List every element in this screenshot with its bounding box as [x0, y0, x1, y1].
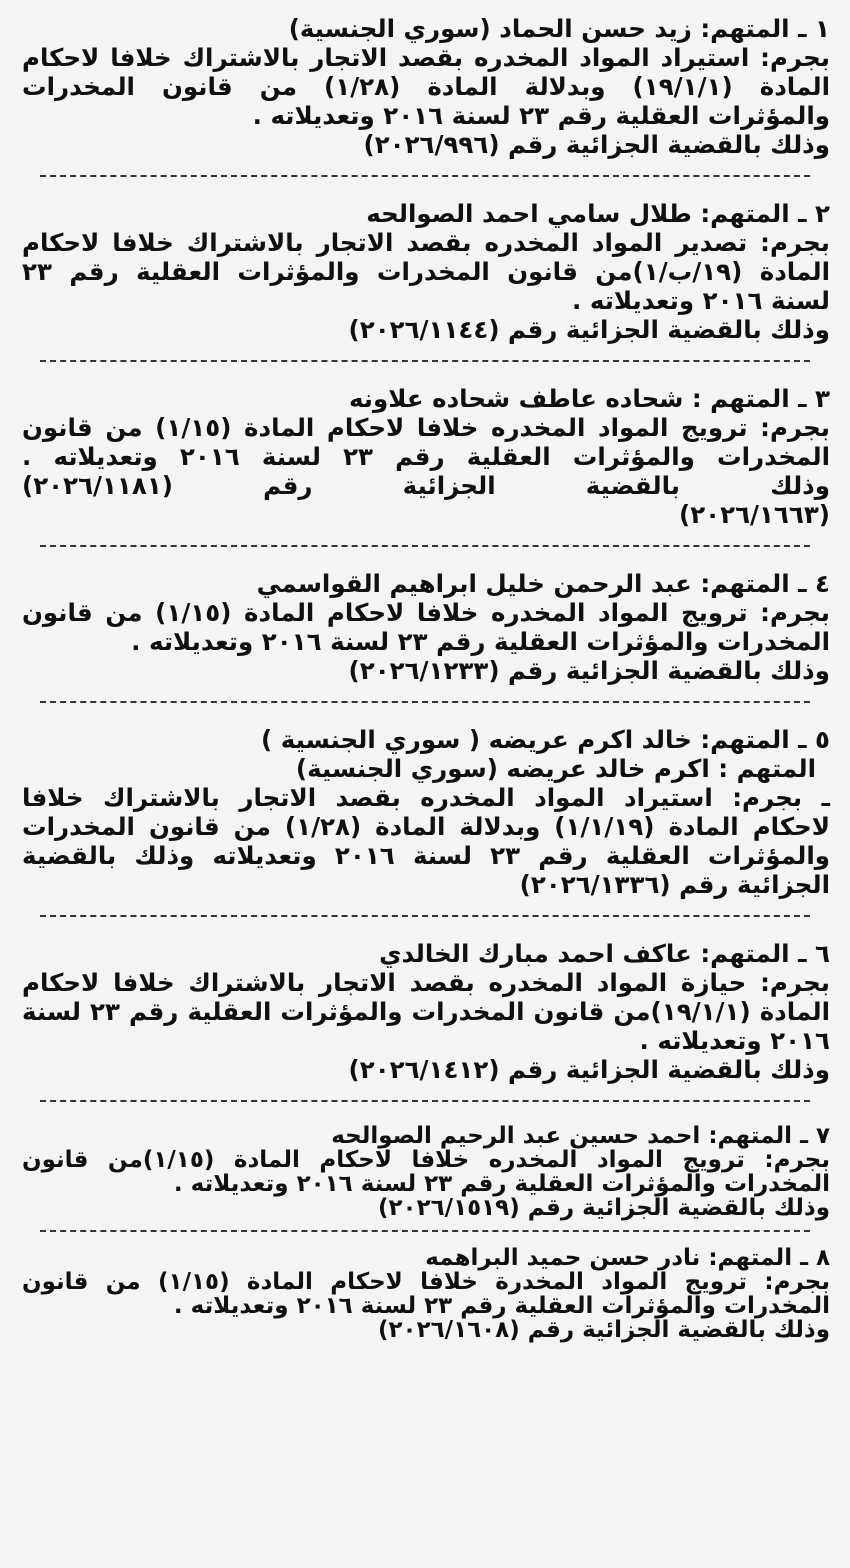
defendant-entry-2: [22, 199, 830, 344]
case-number: وذلك بالقضية الجزائية رقم (٢٠٢٦/١٦٠٨): [378, 1317, 830, 1343]
dashed-divider: [40, 1230, 810, 1232]
case-number: (٢٠٢٦/١٦٦٣): [679, 500, 830, 529]
charge-text: بجرم: حيازة المواد المخدره بقصد الاتجار بالاشتراك خلافا لاحكام: [22, 968, 830, 997]
charge-text: بجرم: ترويج المواد المخدره خلافا لاحكام المادة (١/١٥)من قانون: [22, 1147, 830, 1173]
case-number: وذلك بالقضية الجزائية رقم (٢٠٢٦/١٢٣٣): [348, 656, 830, 685]
defendant-name: ٨ ـ المتهم: نادر حسن حميد البراهمه: [425, 1245, 830, 1271]
charge-text: المادة (١٩/ب/١)من قانون المخدرات والمؤثرات العقلية رقم ٢٣: [22, 257, 830, 286]
defendant-name: ٧ ـ المتهم: احمد حسين عبد الرحيم الصوالحه: [331, 1123, 830, 1149]
defendant-name: ٥ ـ المتهم: خالد اكرم عريضه ( سوري الجنسية ): [261, 725, 830, 754]
announcement-document: [22, 14, 830, 1342]
charge-text: لاحكام المادة (١/١/١٩) وبدلالة المادة (١/٢٨) من قانون المخدرات: [22, 812, 831, 841]
dashed-divider: [40, 915, 810, 917]
charge-text: بجرم: ترويج المواد المخدره خلافا لاحكام المادة (١/١٥) من قانون: [22, 413, 830, 442]
charge-text: المخدرات والمؤثرات العقلية رقم ٢٣ لسنة ٢٠١٦ وتعديلاته .: [173, 1293, 830, 1319]
defendant-name: ٦ ـ المتهم: عاكف احمد مبارك الخالدي: [379, 939, 830, 968]
defendant-entry-1: [22, 14, 830, 159]
charge-text: بجرم: ترويج المواد المخدرة خلافا لاحكام المادة (١/١٥) من قانون: [22, 1269, 830, 1295]
defendant-name: ٤ ـ المتهم: عبد الرحمن خليل ابراهيم القواسمي: [256, 569, 830, 598]
charge-text: المخدرات والمؤثرات العقلية رقم ٢٣ لسنة ٢٠١٦ وتعديلاته .: [173, 1171, 830, 1197]
case-number: وذلك بالقضية الجزائية رقم (٢٠٢٦/١١٨١): [22, 471, 830, 500]
defendant-entry-8: [22, 1246, 830, 1342]
dashed-divider: [40, 1100, 810, 1102]
defendant-entry-6: [22, 939, 830, 1084]
case-number: وذلك بالقضية الجزائية رقم (٢٠٢٦/٩٩٦): [363, 130, 830, 159]
defendant-entry-7: [22, 1124, 830, 1220]
case-number: الجزائية رقم (٢٠٢٦/١٣٣٦): [519, 870, 830, 899]
dashed-divider: [40, 701, 810, 703]
charge-text: المادة (١٩/١/١) وبدلالة المادة (١/٢٨) من قانون المخدرات: [22, 72, 830, 101]
defendant-entry-5: [22, 725, 830, 899]
charge-text: لسنة ٢٠١٦ وتعديلاته .: [572, 286, 830, 315]
charge-text: والمؤثرات العقلية رقم ٢٣ لسنة ٢٠١٦ وتعديلاته وذلك بالقضية: [22, 841, 831, 870]
charge-text: بجرم: استيراد المواد المخدره بقصد الاتجار بالاشتراك خلافا لاحكام: [22, 43, 830, 72]
dashed-divider: [40, 545, 810, 547]
charge-text: والمؤثرات العقلية رقم ٢٣ لسنة ٢٠١٦ وتعديلاته .: [252, 101, 830, 130]
charge-text: ٢٠١٦ وتعديلاته .: [639, 1026, 830, 1055]
defendant-name: ٣ ـ المتهم : شحاده عاطف شحاده علاونه: [348, 384, 830, 413]
defendant-entry-3: [22, 384, 830, 529]
case-number: وذلك بالقضية الجزائية رقم (٢٠٢٦/١٤١٢): [348, 1055, 830, 1084]
charge-text: المخدرات والمؤثرات العقلية رقم ٢٣ لسنة ٢٠١٦ وتعديلاته .: [131, 627, 830, 656]
charge-text: المادة (١٩/١/١)من قانون المخدرات والمؤثرات العقلية رقم ٢٣ لسنة: [22, 997, 830, 1026]
case-number: وذلك بالقضية الجزائية رقم (٢٠٢٦/١٥١٩): [378, 1195, 830, 1221]
defendant-name: ٢ ـ المتهم: طلال سامي احمد الصوالحه: [366, 199, 830, 228]
dashed-divider: [40, 175, 810, 177]
dashed-divider: [40, 360, 810, 362]
charge-text: ـ بجرم: استيراد المواد المخدره بقصد الاتجار بالاشتراك خلافا: [22, 783, 830, 812]
case-number: وذلك بالقضية الجزائية رقم (٢٠٢٦/١١٤٤): [348, 315, 830, 344]
defendant-name: المتهم : اكرم خالد عريضه (سوري الجنسية): [295, 754, 816, 783]
charge-text: بجرم: ترويج المواد المخدره خلافا لاحكام المادة (١/١٥) من قانون: [22, 598, 830, 627]
charge-text: بجرم: تصدير المواد المخدره بقصد الاتجار بالاشتراك خلافا لاحكام: [22, 228, 830, 257]
defendant-entry-4: [22, 569, 830, 685]
charge-text: المخدرات والمؤثرات العقلية رقم ٢٣ لسنة ٢٠١٦ وتعديلاته .: [22, 442, 830, 471]
defendant-name: ١ ـ المتهم: زيد حسن الحماد (سوري الجنسية): [288, 14, 830, 43]
